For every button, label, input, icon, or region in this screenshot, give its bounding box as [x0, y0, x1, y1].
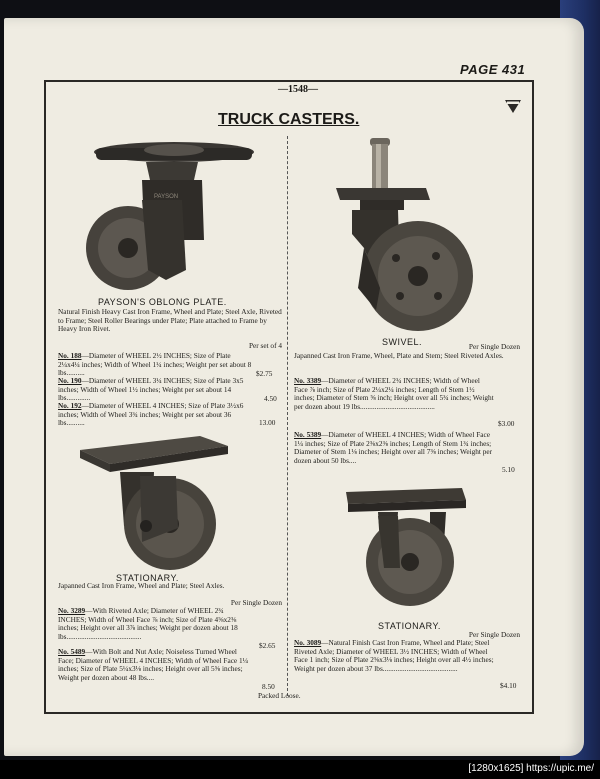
item-number: No. 192: [58, 401, 82, 410]
publisher-logo-icon: [504, 98, 522, 114]
payson-description: Natural Finish Heavy Cast Iron Frame, Wheel and Plate; Steel Axle, Riveted to Frame; Steel Roller Bearings under Plate; Plate attached to Frame by Heavy Iron Rivet.: [58, 307, 282, 334]
stationary-caster-left-illustration: [80, 436, 230, 574]
item-number: No. 188: [58, 351, 82, 360]
item-details: —Diameter of WHEEL 4 INCHES; Width of Wheel Face 1¼ inches; Size of Plate 2⅜x2⅜ inches; Length of Stem 1¾ inches; Diameter of Stem 1⅛ inches; Height over all 7⅜ inches; Weight per dozen about 50 lbs....: [294, 430, 493, 465]
image-footer: [0, 760, 600, 779]
item-5489: [58, 648, 252, 682]
item-number: No. 5389: [294, 430, 322, 439]
caption-stationary-right: STATIONARY.: [378, 621, 441, 631]
item-3089-price: $4.10: [500, 681, 517, 690]
image-watermark: [1280x1625] https://upic.me/: [468, 763, 594, 774]
swivel-description: Japanned Cast Iron Frame, Wheel, Plate and Stem; Steel Riveted Axles.: [294, 351, 504, 360]
stationary-right-price-unit: Per Single Dozen: [468, 630, 520, 639]
page-title: TRUCK CASTERS.: [218, 111, 360, 128]
stationary-left-description: Japanned Cast Iron Frame, Wheel and Plate; Steel Axles.: [58, 581, 225, 590]
item-3389: [294, 377, 494, 411]
item-details: —Natural Finish Cast Iron Frame, Wheel and Plate; Steel Riveted Axle; Diameter of WHEEL 3½ INCHES; Width of Wheel Face 1 inch; Size of Plate 2⅝x3⅛ inches; Height over all 4½ inches; Weight per dozen about 37 lbs.........................................: [294, 638, 494, 673]
item-details: —Diameter of WHEEL 4 INCHES; Size of Plate 3½x6 inches; Width of Wheel 3¾ inches; Weight per set about 36 lbs..........: [58, 401, 244, 428]
item-3289: [58, 607, 252, 641]
item-188-price: $2.75: [256, 369, 273, 378]
item-192-price: 13.00: [259, 418, 276, 427]
catalog-number: —1548—: [278, 84, 318, 95]
caption-payson: PAYSON'S OBLONG PLATE.: [98, 297, 227, 307]
item-number: No. 3389: [294, 376, 322, 385]
item-number: No. 190: [58, 376, 82, 385]
column-divider: [287, 136, 288, 696]
swivel-caster-illustration: [336, 138, 476, 334]
page-number: PAGE 431: [460, 62, 526, 77]
packed-loose-note: Packed Loose.: [258, 691, 301, 700]
caption-stationary-left: STATIONARY.: [116, 573, 179, 583]
item-details: —Diameter of WHEEL 3¼ INCHES; Size of Plate 3x5 inches; Width of Wheel 1½ inches; Weight per set about 14 lbs.............: [58, 376, 244, 403]
item-number: No. 5489: [58, 647, 86, 656]
svg-text:PAYSON: PAYSON: [154, 194, 179, 200]
item-details: —Diameter of WHEEL 2¾ INCHES; Width of Wheel Face ⅞ inch; Size of Plate 2¼x2¼ inches; Length of Stem 1½ inches; Diameter of Stem ⅝ inch; Height over all 5¾ inches; Weight per dozen about 19 lbs.........................................: [294, 376, 494, 411]
item-5489-price: 8.50: [262, 682, 275, 691]
swivel-price-unit: Per Single Dozen: [468, 342, 520, 351]
item-3389-price: $3.00: [498, 419, 515, 428]
stationary-caster-right-illustration: [342, 486, 468, 610]
item-192: [58, 402, 252, 428]
item-details: —With Bolt and Nut Axle; Noiseless Turned Wheel Face; Diameter of WHEEL 4 INCHES; Width of Wheel Face 1¼ inches; Size of Plate 5¼x3⅛ inches; Height over all 5⅝ inches; Weight per dozen about 48 lbs....: [58, 647, 249, 682]
item-190: [58, 377, 252, 403]
item-5389: [294, 431, 494, 465]
item-details: —With Riveted Axle; Diameter of WHEEL 2¾ INCHES; Width of Wheel Face ⅞ inch; Size of Plate 4⅝x2⅜ inches; Height over all 3⅞ inches; Weight per dozen about 18 lbs.........................................: [58, 606, 238, 641]
item-3289-price: $2.65: [259, 641, 276, 650]
item-188: [58, 352, 252, 378]
item-3089: [294, 639, 496, 673]
payson-price-unit: Per set of 4: [248, 341, 282, 350]
item-5389-price: 5.10: [502, 465, 515, 474]
item-number: No. 3289: [58, 606, 86, 615]
payson-caster-illustration: [86, 140, 256, 298]
item-190-price: 4.50: [264, 394, 277, 403]
item-number: No. 3089: [294, 638, 322, 647]
stationary-left-price-unit: Per Single Dozen: [230, 598, 282, 607]
caption-swivel: SWIVEL.: [382, 337, 423, 347]
item-details: —Diameter of WHEEL 2½ INCHES; Size of Plate 2¼x4¼ inches; Width of Wheel 1¼ inches; Weight per set about 8 lbs..........: [58, 351, 252, 378]
